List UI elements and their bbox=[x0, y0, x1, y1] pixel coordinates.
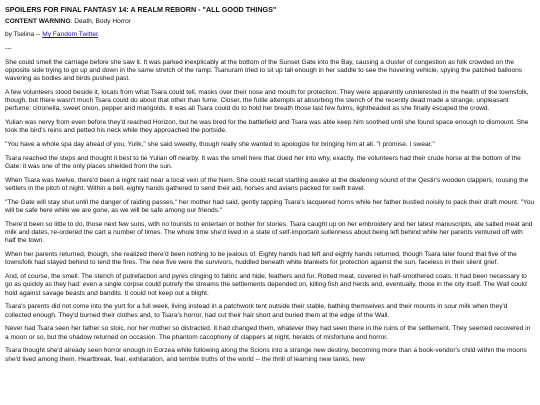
story-paragraph-1: She could smell the carriage before she saw it. It was parked inexplicably at the bottom of the Sunset Gate into the Bay, causing a cluster of congestion as folk crowded on the opposite side trying to go up and down in the same stretch of the ramp. Tsanuram tried to sit up tall enough in her saddle to see the hovering vehicle, spying the patched balloons wavering as bodies and birds pushed past. bbox=[5, 58, 523, 83]
byline bbox=[5, 31, 535, 39]
story-paragraph-9: When her parents returned, though, she realized there'd been nothing to be jealous of. Eighty hands had left and eighty hands returned, though Tsara later found that five of the townsfolk had stayed behind to tend the fires. The new five were the survivors, huddled beneath white blankets for protection against the sun, faceless in their silent grief. bbox=[5, 251, 517, 267]
story-paragraph-2: A few volunteers stood beside it, locals from what Tsara could tell, masks over their nose and mouth for protection. They were apparently uninterested in the health of the townsfolk, though, but there wasn't much Tsara could do about that other than fume. Closer, the futile attempts at absorbing the stench of the recently dead made a strange, unpleasant perfume: citronella, sweet onion, pepper and marigolds. It was all Tsara could do to hold her breath those last few fulms, lightheaded as she finally escaped the crowd. bbox=[5, 89, 529, 113]
story-paragraph-10: And, of course, the smell. The stench of putrefaction and pyres clinging to fabric and hide, feathers and fur. Rotted meat, covered in half-smothered coals. It had been necessary to go as quickly as they had: even a single corpse could putrefy the streams the settlements depended on, killing fish and herds and, eventually, those in the city itself. The Wall could hold against savage beasts and bandits. It could not keep out a blight. bbox=[5, 273, 527, 297]
content-warning-value: : Death, Body Horror bbox=[70, 18, 132, 26]
story-paragraph-7: "The Gate will stay shut until the danger of raiding passes," her mother had said, gently tapping Tsara's lacquered horns while her father bustled noisily to pack their draft mount. "You will be safe here while we are gone, as we will be safe among our friends." bbox=[5, 199, 535, 215]
byline-suffix: . bbox=[97, 31, 100, 39]
story-title: SPOILERS FOR FINAL FANTASY 14: A REALM REBORN - "ALL GOOD THINGS" bbox=[5, 5, 277, 14]
story-paragraph-11: Tsara's parents did not come into the yurt for a full week, living instead in a patchwork tent outside their stable, bathing themselves and their mounts in sour milk when they'd collected enough. They'd burned their clothes and, to Tsara's horror, had cut their hair short and buried them at the edge of the Wall. bbox=[5, 303, 508, 319]
story-paragraph-13: Tsara thought she'd already seen horror enough in Eorzea while following along the Scions into a strange new destiny, becoming more than a book-vendor's child within the moons she'd lived among them. Heartbreak, fear, exhilaration, and terrible truths of the world -- the thrill of learning new tanks, new bbox=[5, 347, 527, 363]
fandom-twitter-link[interactable]: My Fandom Twitter bbox=[42, 31, 98, 39]
byline-prefix: by Tselina -- bbox=[5, 31, 43, 39]
section-separator: --- bbox=[5, 44, 12, 52]
content-warning bbox=[5, 18, 535, 26]
story-paragraph-3: Yulian was nervy from even before they'd reached Horizon, but he was bred for the battlefield and Tsara was able keep him soothed until she found space enough to dismount. She took the bird's reins and petted his neck while they approached the portside. bbox=[5, 119, 529, 135]
content-warning-label: CONTENT WARNING bbox=[5, 18, 71, 26]
story-paragraph-12: Never had Tsara seen her father so stoic, nor her mother so distracted. It had changed them, whatever they had seen there in the ruins of the settlement. They seemed recovered in a moon or so, but the shadow returned on occasion. The phantom cacophony of clappers at night, heralds of misfortune and horror. bbox=[5, 325, 531, 341]
story-paragraph-8: There'd been so little to do, those next few suns, with no tourists to entertain or bother for stories. Tsara caught up on her embroidery and her latest manuscripts, ate salted meat and milk and dates, re-ordered the cart a number of times. The whole time she'd lived in a state of self-important sullenness about being left behind while her parents ventured off with half the town. bbox=[5, 221, 533, 245]
story-paragraph-6: When Tsara was twelve, there'd been a night raid near a local vein of the Nem. She could recall startling awake at the deafening sound of the Qestir's wooden clappers, rousing the settlers in the pitch of night. Within a bell, eighty hands gathered to send their aid, horses and avians packed for swift travel. bbox=[5, 177, 529, 193]
story-paragraph-4: "You have a whole spa day ahead of you, Yulik," she said sweetly, though really she wanted to apologize for bringing him at all. "I promise. I swear." bbox=[5, 141, 435, 149]
story-paragraph-5: Tsara reached the steps and thought it best to tie Yulian off nearby. It was the smell here that clued her into why, exactly, the volunteers had their crude horse at the bottom of the Gate: it was one of the only places shielded from the sun. bbox=[5, 155, 521, 171]
